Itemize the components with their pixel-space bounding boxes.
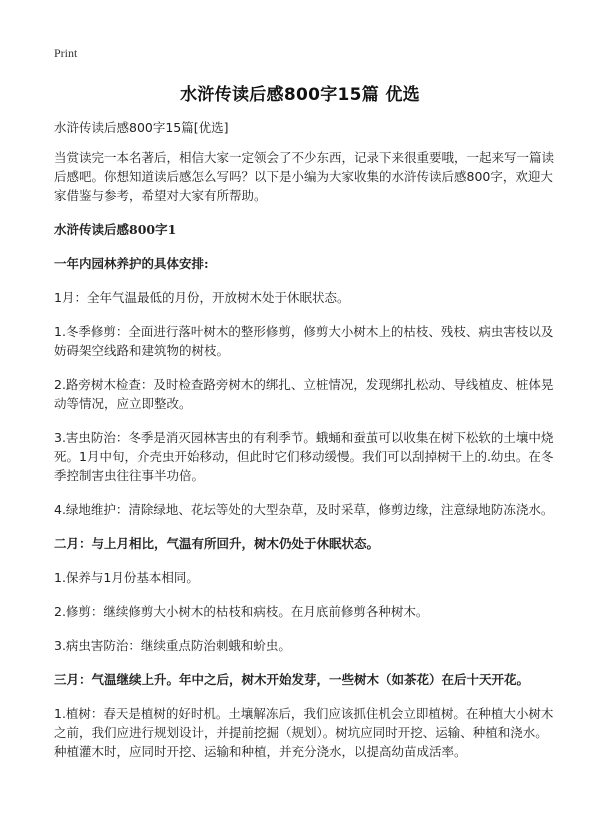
paragraph: 3.害虫防治：冬季是消灭园林害虫的有利季节。蛾蛹和蚕茧可以收集在树下松软的土壤中烧死。1月中旬，介壳虫开始移动，但此时它们移动缓慢。我们可以刮掉树干上的.幼虫。在冬季控制害虫往往事半功倍。 <box>54 430 554 483</box>
paragraph: 2.路旁树木检查：及时检查路旁树木的绑扎、立桩情况，发现绑扎松动、导线植皮、桩体晃动等情况，应立即整改。 <box>54 377 554 411</box>
print-link[interactable]: Print <box>54 46 78 60</box>
section-heading: 一年内园林养护的具体安排: <box>54 256 209 271</box>
article-subtitle: 水浒传读后感800字15篇[优选] <box>54 120 229 135</box>
page-title: 水浒传读后感800字15篇 优选 <box>180 85 420 105</box>
paragraph: 4.绿地维护：清除绿地、花坛等处的大型杂草，及时采草，修剪边缘，注意绿地防冻浇水。 <box>54 502 554 517</box>
paragraph: 1.冬季修剪：全面进行落叶树木的整形修剪，修剪大小树木上的枯枝、残枝、病虫害枝以及妨碍架空线路和建筑物的树枝。 <box>54 324 554 358</box>
paragraph: 3.病虫害防治：继续重点防治刺蛾和蚧虫。 <box>54 638 291 653</box>
section-heading: 二月：与上月相比，气温有所回升，树木仍处于休眠状态。 <box>54 536 380 551</box>
article-body <box>54 118 554 776</box>
paragraph: 2.修剪：继续修剪大小树木的枯枝和病枝。在月底前修剪各种树木。 <box>54 604 429 619</box>
paragraph: 1月：全年气温最低的月份，开放树木处于休眠状态。 <box>54 290 350 305</box>
article-blocks <box>54 254 554 761</box>
section-title: 水浒传读后感800字1 <box>54 222 177 237</box>
paragraph: 1.植树：春天是植树的好时机。土壤解冻后，我们应该抓住机会立即植树。在种植大小树木之前，我们应进行规划设计，并提前挖掘（规划）。树坑应同时开挖、运输、种植和浇水。种植灌木时，应同时开挖、运输和种植，并充分浇水，以提高幼苗成活率。 <box>54 706 554 759</box>
intro-paragraph: 当赏读完一本名著后，相信大家一定领会了不少东西，记录下来很重要哦，一起来写一篇读后感吧。你想知道读后感怎么写吗？以下是小编为大家收集的水浒传读后感800字，欢迎大家借鉴与参考，希望对大家有所帮助。 <box>54 150 555 203</box>
paragraph: 1.保养与1月份基本相同。 <box>54 570 199 585</box>
section-heading: 三月：气温继续上升。年中之后，树木开始发芽，一些树木（如茶花）在后十天开花。 <box>54 672 530 687</box>
